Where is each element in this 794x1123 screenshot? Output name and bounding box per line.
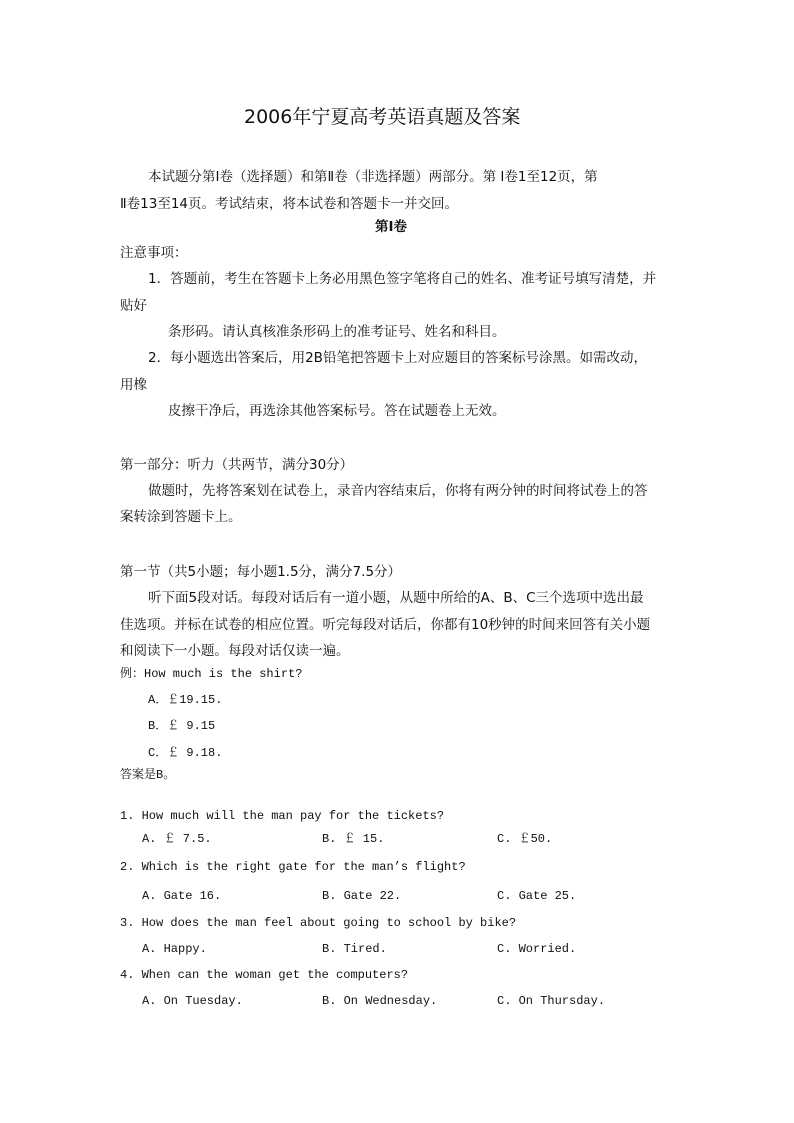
question-2-stem: 2. Which is the right gate for the man’s flight? xyxy=(120,860,466,874)
question-3-option-c: C. Worried. xyxy=(497,942,577,956)
example-option-c: C．￡ 9.18. xyxy=(148,746,223,760)
question-2-option-a: A. Gate 16. xyxy=(142,889,222,903)
notice-heading: 注意事项： xyxy=(120,245,188,261)
section1-instruction-3: 和阅读下一小题。每段对话仅读一遍。 xyxy=(120,643,350,659)
example-question: 例：How much is the shirt? xyxy=(120,667,303,681)
section1-instruction-1: 听下面5段对话。每段对话后有一道小题，从题中所给的A、B、C三个选项中选出最 xyxy=(148,590,644,606)
question-2-option-b: B. Gate 22. xyxy=(322,889,402,903)
question-4-option-b: B. On Wednesday. xyxy=(322,994,438,1008)
part1-instruction-1: 做题时，先将答案划在试卷上，录音内容结束后，你将有两分钟的时间将试卷上的答 xyxy=(148,483,648,499)
volume-heading: 第Ⅰ卷 xyxy=(375,219,408,235)
question-4-stem: 4. When can the woman get the computers? xyxy=(120,968,409,982)
section1-heading: 第一节（共5小题；每小题1.5分，满分7.5分） xyxy=(120,564,402,580)
notice-line-6: 皮擦干净后，再选涂其他答案标号。答在试题卷上无效。 xyxy=(168,403,506,419)
example-option-a: A．￡19.15. xyxy=(148,693,223,707)
example-answer: 答案是B。 xyxy=(120,768,176,782)
example-option-b: B．￡ 9.15 xyxy=(148,719,216,733)
question-4-option-c: C. On Thursday. xyxy=(497,994,606,1008)
notice-line-4: 2．每小题选出答案后，用2B铅笔把答题卡上对应题目的答案标号涂黑。如需改动， xyxy=(148,350,647,366)
question-3-option-b: B. Tired. xyxy=(322,942,387,956)
part1-heading: 第一部分：听力（共两节，满分30分） xyxy=(120,457,354,473)
notice-line-3: 条形码。请认真核准条形码上的准考证号、姓名和科目。 xyxy=(168,324,506,340)
part1-instruction-2: 案转涂到答题卡上。 xyxy=(120,509,242,525)
intro-line-2: Ⅱ卷13至14页。考试结束，将本试卷和答题卡一并交回。 xyxy=(120,196,459,212)
question-1-stem: 1. How much will the man pay for the tickets? xyxy=(120,809,445,823)
question-3-stem: 3. How does the man feel about going to school by bike? xyxy=(120,916,517,930)
question-4-option-a: A. On Tuesday. xyxy=(142,994,243,1008)
question-1-option-a: A. ￡ 7.5. xyxy=(142,832,212,846)
question-1-option-b: B. ￡ 15. xyxy=(322,832,385,846)
question-2-option-c: C. Gate 25. xyxy=(497,889,577,903)
section1-instruction-2: 佳选项。并标在试卷的相应位置。听完每段对话后，你都有10秒钟的时间来回答有关小题 xyxy=(120,617,651,633)
notice-line-2: 贴好 xyxy=(120,298,147,314)
page-title: 2006年宁夏高考英语真题及答案 xyxy=(244,106,521,128)
notice-line-1: 1．答题前，考生在答题卡上务必用黑色签字笔将自己的姓名、准考证号填写清楚，并 xyxy=(148,271,657,287)
question-3-option-a: A. Happy. xyxy=(142,942,207,956)
notice-line-5: 用橡 xyxy=(120,377,147,393)
intro-line-1: 本试题分第Ⅰ卷（选择题）和第Ⅱ卷（非选择题）两部分。第 Ⅰ卷1至12页，第 xyxy=(148,169,598,185)
question-1-option-c: C. ￡50. xyxy=(497,832,553,846)
